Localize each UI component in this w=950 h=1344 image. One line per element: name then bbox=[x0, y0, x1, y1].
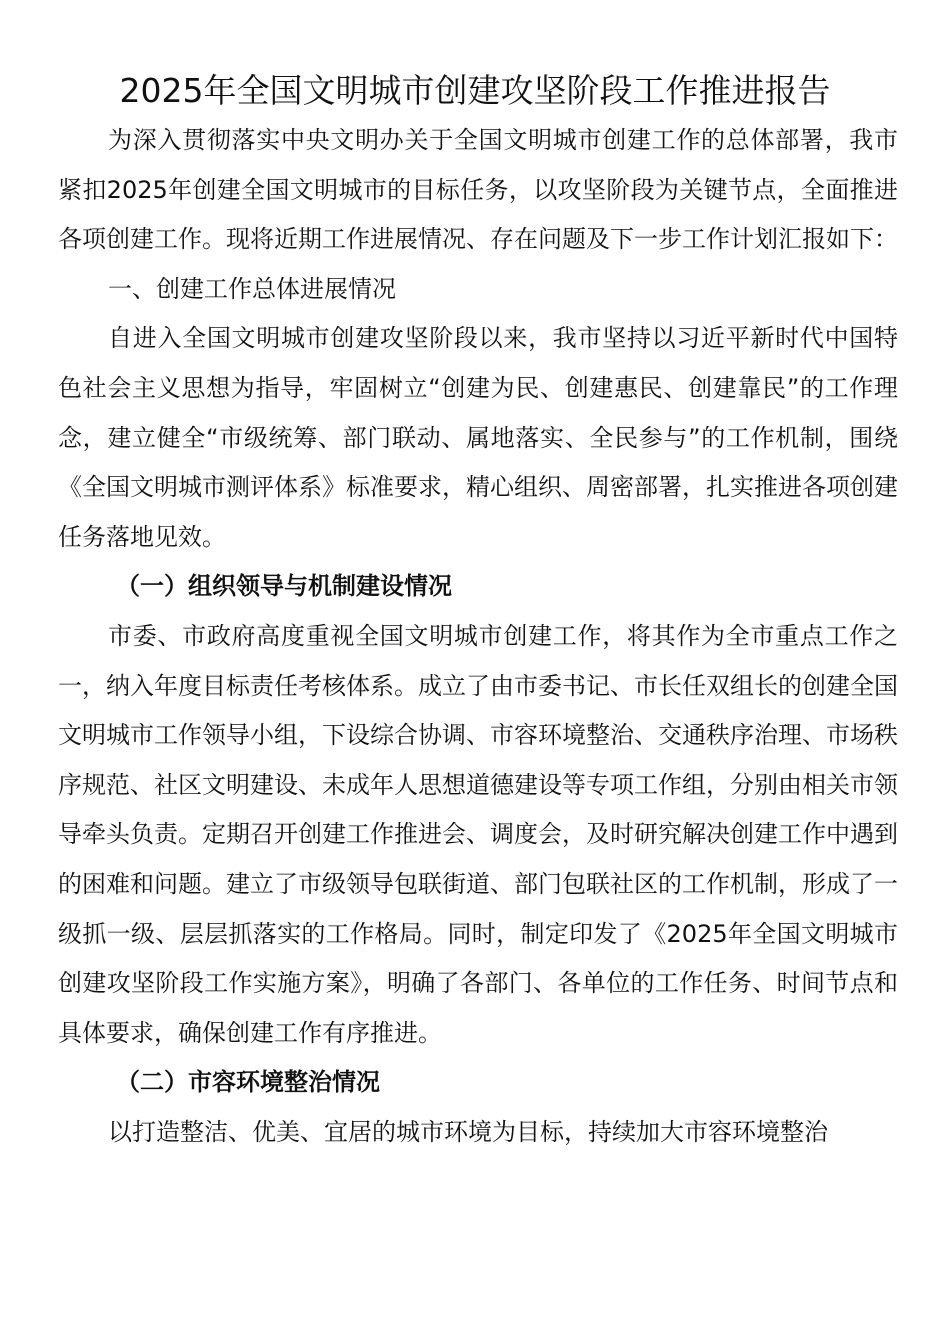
subsection-2-heading: （二）市容环境整治情况 bbox=[116, 1068, 380, 1097]
section-1-heading: 一、创建工作总体进展情况 bbox=[108, 274, 396, 303]
subsection-1-heading: （一）组织领导与机制建设情况 bbox=[116, 572, 452, 601]
subsection-2-paragraph: 以打造整洁、优美、宜居的城市环境为目标，持续加大市容环境整治 bbox=[108, 1117, 828, 1146]
document-title: 2025年全国文明城市创建攻坚阶段工作推进报告 bbox=[119, 71, 831, 110]
section-1-paragraph: 自进入全国文明城市创建攻坚阶段以来，我市坚持以习近平新时代中国特色社会主义思想为指导，牢固树立“创建为民、创建惠民、创建靠民”的工作理念，建立健全“市级统筹、部门联动、属地落实、全民参与”的工作机制，围绕《全国文明城市测评体系》标准要求，精心组织、周密部署，扎实推进各项创建任务落地见效。 bbox=[58, 324, 898, 551]
subsection-1-paragraph: 市委、市政府高度重视全国文明城市创建工作，将其作为全市重点工作之一，纳入年度目标责任考核体系。成立了由市委书记、市长任双组长的创建全国文明城市工作领导小组，下设综合协调、市容环境整治、交通秩序治理、市场秩序规范、社区文明建设、未成年人思想道德建设等专项工作组，分别由相关市领导牵头负责。定期召开创建工作推进会、调度会，及时研究解决创建工作中遇到的困难和问题。建立了市级领导包联街道、部门包联社区的工作机制，形成了一级抓一级、层层抓落实的工作格局。同时，制定印发了《2025年全国文明城市创建攻坚阶段工作实施方案》，明确了各部门、各单位的工作任务、时间节点和具体要求，确保创建工作有序推进。 bbox=[58, 621, 898, 1047]
intro-paragraph: 为深入贯彻落实中央文明办关于全国文明城市创建工作的总体部署，我市紧扣2025年创建全国文明城市的目标任务，以攻坚阶段为关键节点，全面推进各项创建工作。现将近期工作进展情况、存在问题及下一步工作计划汇报如下： bbox=[58, 126, 898, 254]
document-body bbox=[58, 116, 898, 1157]
